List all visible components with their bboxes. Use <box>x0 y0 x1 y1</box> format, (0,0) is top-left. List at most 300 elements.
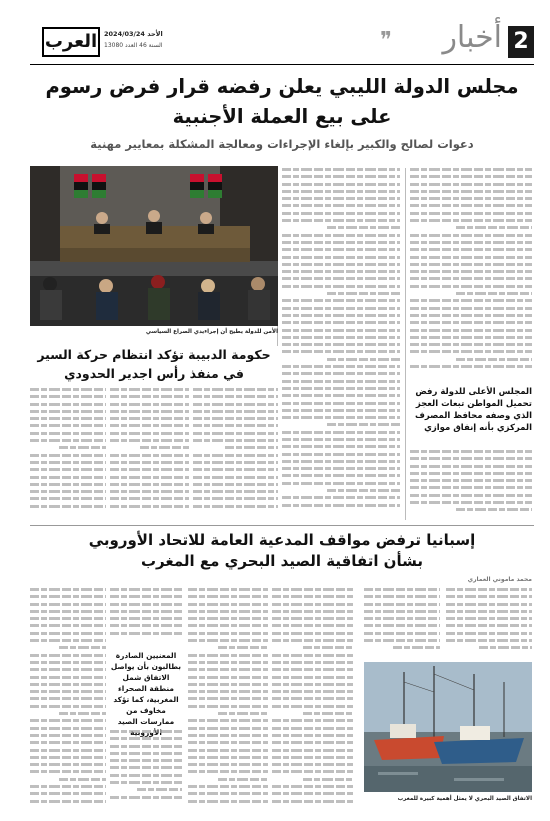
body-text-line <box>193 490 278 493</box>
body-text-line <box>272 661 354 664</box>
body-text-line <box>456 292 532 295</box>
body-text-line <box>272 595 354 598</box>
bottom-body-col5b <box>110 730 182 808</box>
body-text-line <box>282 285 400 288</box>
bottom-body-col5 <box>110 588 182 642</box>
body-text-line <box>282 197 400 200</box>
body-text-line <box>110 610 182 613</box>
body-text-line <box>446 610 532 613</box>
body-text-line <box>30 461 106 464</box>
body-text-line <box>193 395 278 398</box>
body-text-line <box>30 741 106 744</box>
body-text-line <box>410 321 532 324</box>
body-text-line <box>140 446 189 449</box>
body-text-line <box>410 197 532 200</box>
lead-subheadline: دعوات لصالح والكبير بإلغاء الإجراءات ومعالجة المشكلة بمعايير مهنية <box>90 137 474 151</box>
body-text-line <box>282 460 400 463</box>
bottom-body-col4 <box>188 588 268 808</box>
body-text-line <box>110 781 182 784</box>
body-text-line <box>110 759 182 762</box>
issue-line: السنة 46 العدد 13080 <box>104 42 163 49</box>
body-text-line <box>30 454 106 457</box>
body-text-line <box>137 788 182 791</box>
body-text-line <box>193 410 278 413</box>
body-text-line <box>188 617 268 620</box>
body-text-line <box>110 730 182 733</box>
body-text-line <box>303 646 354 649</box>
body-text-line <box>188 734 268 737</box>
body-text-line <box>364 610 440 613</box>
body-text-line <box>272 654 354 657</box>
body-text-line <box>282 277 400 280</box>
body-text-line <box>410 314 532 317</box>
body-text-line <box>30 734 106 737</box>
body-text-line <box>110 774 182 777</box>
body-text-line <box>410 256 532 259</box>
body-text-line <box>282 256 400 259</box>
body-text-line <box>188 683 268 686</box>
body-text-line <box>393 646 440 649</box>
body-text-line <box>110 595 182 598</box>
bottom-photo <box>364 662 532 792</box>
body-text-line <box>410 343 532 346</box>
body-text-line <box>446 617 532 620</box>
body-text-line <box>110 454 189 457</box>
body-text-line <box>272 632 354 635</box>
body-text-line <box>272 617 354 620</box>
body-text-line <box>282 336 400 339</box>
meeting-room-illustration <box>30 166 278 326</box>
body-text-line <box>110 737 182 740</box>
body-text-line <box>364 595 440 598</box>
body-text-line <box>30 697 106 700</box>
body-text-line <box>30 505 106 508</box>
body-text-line <box>30 756 106 759</box>
body-text-line <box>272 588 354 591</box>
body-text-line <box>193 403 278 406</box>
body-text-line <box>282 350 400 353</box>
body-text-line <box>272 792 354 795</box>
body-text-line <box>272 610 354 613</box>
body-text-line <box>272 785 354 788</box>
body-text-line <box>327 226 400 229</box>
body-text-line <box>59 646 106 649</box>
body-text-line <box>456 226 532 229</box>
body-text-line <box>282 183 400 186</box>
body-text-line <box>272 741 354 744</box>
body-text-line <box>282 394 400 397</box>
body-text-line <box>303 712 354 715</box>
body-text-line <box>282 504 400 507</box>
body-text-line <box>282 314 400 317</box>
body-text-line <box>188 588 268 591</box>
body-text-line <box>110 588 182 591</box>
body-text-line <box>30 439 106 442</box>
body-text-line <box>30 617 106 620</box>
body-text-line <box>282 409 400 412</box>
body-text-line <box>188 632 268 635</box>
body-text-line <box>188 785 268 788</box>
body-text-line <box>282 402 400 405</box>
body-text-line <box>282 496 400 499</box>
lead-headline-line2: على بيع العملة الأجنبية <box>172 105 392 128</box>
body-text-line <box>364 632 440 635</box>
body-text-line <box>110 410 189 413</box>
body-text-line <box>110 752 182 755</box>
body-text-line <box>282 212 400 215</box>
body-text-line <box>272 734 354 737</box>
second-headline <box>30 345 278 383</box>
body-text-line <box>30 719 106 722</box>
body-text-line <box>410 285 532 288</box>
body-text-line <box>282 438 400 441</box>
body-text-line <box>188 676 268 679</box>
body-text-line <box>282 445 400 448</box>
body-text-line <box>410 501 532 504</box>
section-title: أخبار <box>442 20 502 55</box>
body-text-line <box>303 778 354 781</box>
body-text-line <box>364 624 440 627</box>
body-text-line <box>410 270 532 273</box>
body-text-line <box>30 603 106 606</box>
body-text-line <box>282 270 400 273</box>
lead-body-col1b <box>410 450 532 518</box>
body-text-line <box>456 358 532 361</box>
body-text-line <box>188 800 268 803</box>
body-text-line <box>188 603 268 606</box>
lead-photo <box>30 166 278 326</box>
body-text-line <box>110 624 182 627</box>
second-body-col1 <box>193 388 278 518</box>
body-text-line <box>282 263 400 266</box>
bottom-body-col2 <box>364 588 440 658</box>
body-text-line <box>188 727 268 730</box>
body-text-line <box>193 476 278 479</box>
body-text-line <box>410 183 532 186</box>
body-text-line <box>30 654 106 657</box>
body-text-line <box>188 654 268 657</box>
body-text-line <box>282 219 400 222</box>
body-text-line <box>30 424 106 427</box>
body-text-line <box>282 431 400 434</box>
body-text-line <box>410 212 532 215</box>
masthead <box>0 0 550 68</box>
body-text-line <box>30 497 106 500</box>
body-text-line <box>410 175 532 178</box>
body-text-line <box>410 190 532 193</box>
body-text-line <box>188 668 268 671</box>
body-text-line <box>188 705 268 708</box>
body-text-line <box>30 800 106 803</box>
body-text-line <box>327 358 400 361</box>
bottom-body-col6 <box>30 588 106 808</box>
body-text-line <box>282 329 400 332</box>
masthead-rule <box>30 64 534 65</box>
body-text-line <box>30 395 106 398</box>
body-text-line <box>272 683 354 686</box>
body-text-line <box>110 766 182 769</box>
body-text-line <box>30 490 106 493</box>
body-text-line <box>410 479 532 482</box>
body-text-line <box>327 489 400 492</box>
body-text-line <box>30 468 106 471</box>
body-text-line <box>188 770 268 773</box>
bottom-headline <box>30 530 534 572</box>
bottom-headline-line2: بشأن اتفاقية الصيد البحري مع المغرب <box>140 552 424 570</box>
body-text-line <box>446 624 532 627</box>
body-text-line <box>193 497 278 500</box>
body-text-line <box>30 432 106 435</box>
body-text-line <box>188 792 268 795</box>
body-text-line <box>410 168 532 171</box>
second-body-col2 <box>110 388 189 518</box>
body-text-line <box>110 439 189 442</box>
body-text-line <box>410 241 532 244</box>
body-text-line <box>30 683 106 686</box>
body-text-line <box>30 676 106 679</box>
body-text-line <box>30 403 106 406</box>
body-text-line <box>327 292 400 295</box>
body-text-line <box>446 603 532 606</box>
body-text-line <box>110 796 182 799</box>
body-text-line <box>30 749 106 752</box>
lead-body-col1 <box>410 168 532 378</box>
body-text-line <box>282 474 400 477</box>
body-text-line <box>30 595 106 598</box>
body-text-line <box>282 190 400 193</box>
body-text-line <box>188 741 268 744</box>
body-text-line <box>282 372 400 375</box>
section-rule <box>30 525 534 526</box>
body-text-line <box>410 336 532 339</box>
body-text-line <box>30 624 106 627</box>
body-text-line <box>110 617 182 620</box>
body-text-line <box>110 417 189 420</box>
body-text-line <box>282 204 400 207</box>
body-text-line <box>30 476 106 479</box>
body-text-line <box>282 453 400 456</box>
body-text-line <box>272 676 354 679</box>
lead-body-col2 <box>282 168 400 518</box>
body-text-line <box>30 770 106 773</box>
body-text-line <box>410 350 532 353</box>
bottom-pull-quote: المعنيين الصادرة بطالبون بأن يواصل الاتفاق شمل منطقة الصحراء المغربية، كما تؤكد مخاوف من ممارسات الصيد <box>110 651 182 726</box>
body-text-line <box>110 632 182 635</box>
body-text-line <box>456 508 532 511</box>
body-text-line <box>110 483 189 486</box>
body-text-line <box>193 424 278 427</box>
body-text-line <box>272 756 354 759</box>
body-text-line <box>364 603 440 606</box>
body-text-line <box>110 395 189 398</box>
body-text-line <box>410 365 532 368</box>
body-text-line <box>30 632 106 635</box>
body-text-line <box>272 697 354 700</box>
body-text-line <box>272 749 354 752</box>
body-text-line <box>59 712 106 715</box>
bottom-headline-line1: إسبانيا ترفض مواقف المدعية العامة للاتحاد الأوروبي <box>88 531 476 549</box>
body-text-line <box>188 624 268 627</box>
body-text-line <box>272 719 354 722</box>
body-text-line <box>364 588 440 591</box>
body-text-line <box>282 241 400 244</box>
body-text-line <box>282 234 400 237</box>
body-text-line <box>193 439 278 442</box>
body-text-line <box>188 595 268 598</box>
body-text-line <box>282 168 400 171</box>
body-text-line <box>193 454 278 457</box>
body-text-line <box>410 307 532 310</box>
body-text-line <box>272 668 354 671</box>
byline: محمد ماموني العماري <box>467 576 532 583</box>
body-text-line <box>282 248 400 251</box>
body-text-line <box>110 505 189 508</box>
body-text-line <box>282 365 400 368</box>
body-text-line <box>282 321 400 324</box>
page-number-badge: 2 <box>508 26 534 58</box>
bottom-body-col1 <box>446 588 532 658</box>
body-text-line <box>327 423 400 426</box>
body-text-line <box>282 482 400 485</box>
body-text-line <box>282 299 400 302</box>
second-body-col3 <box>30 388 106 518</box>
body-text-line <box>193 388 278 391</box>
body-text-line <box>282 416 400 419</box>
body-text-line <box>218 646 268 649</box>
column-divider <box>405 168 406 520</box>
body-text-line <box>193 461 278 464</box>
body-text-line <box>446 588 532 591</box>
body-text-line <box>272 800 354 803</box>
body-text-line <box>188 749 268 752</box>
body-text-line <box>218 778 268 781</box>
body-text-line <box>110 432 189 435</box>
body-text-line <box>272 763 354 766</box>
body-text-line <box>272 603 354 606</box>
bottom-photo-caption: الاتفاق الصيد البحري لا يمثل أهمية كبيرة للمغرب <box>397 796 532 802</box>
newspaper-logo <box>42 27 100 57</box>
body-text-line <box>272 727 354 730</box>
body-text-line <box>59 778 106 781</box>
body-text-line <box>30 792 106 795</box>
body-text-line <box>188 639 268 642</box>
body-text-line <box>110 461 189 464</box>
body-text-line <box>364 617 440 620</box>
body-text-line <box>110 388 189 391</box>
body-text-line <box>410 234 532 237</box>
body-text-line <box>188 756 268 759</box>
lead-photo-caption: الأمن للدولة يطيح أن إجراءيدي الصراع السياسي <box>145 329 278 335</box>
body-text-line <box>30 483 106 486</box>
body-text-line <box>30 690 106 693</box>
body-text-line <box>30 668 106 671</box>
body-text-line <box>110 403 189 406</box>
second-headline-line1: حكومة الدبيبة تؤكد انتظام حركة السير <box>37 347 271 362</box>
body-text-line <box>30 639 106 642</box>
body-text-line <box>410 450 532 453</box>
body-text-line <box>59 446 106 449</box>
body-text-line <box>282 467 400 470</box>
body-text-line <box>30 588 106 591</box>
body-text-line <box>110 497 189 500</box>
body-text-line <box>30 785 106 788</box>
body-text-line <box>193 505 278 508</box>
body-text-line <box>188 697 268 700</box>
body-text-line <box>282 175 400 178</box>
body-text-line <box>272 639 354 642</box>
body-text-line <box>188 763 268 766</box>
body-text-line <box>30 388 106 391</box>
body-text-line <box>410 263 532 266</box>
body-text-line <box>446 595 532 598</box>
body-text-line <box>282 343 400 346</box>
body-text-line <box>446 639 532 642</box>
body-text-line <box>410 277 532 280</box>
body-text-line <box>30 763 106 766</box>
body-text-line <box>193 483 278 486</box>
body-text-line <box>410 204 532 207</box>
body-text-line <box>364 639 440 642</box>
body-text-line <box>30 661 106 664</box>
body-text-line <box>30 610 106 613</box>
body-text-line <box>410 329 532 332</box>
second-headline-line2: في منفذ رأس اجدير الحدودي <box>64 366 244 381</box>
body-text-line <box>410 299 532 302</box>
body-text-line <box>30 417 106 420</box>
body-text-line <box>225 446 278 449</box>
body-text-line <box>30 410 106 413</box>
fishing-boats-illustration <box>364 662 532 792</box>
body-text-line <box>193 417 278 420</box>
body-text-line <box>30 705 106 708</box>
lead-headline-line1: مجلس الدولة الليبي يعلن رفضه قرار فرض رسوم <box>45 75 519 98</box>
body-text-line <box>446 632 532 635</box>
body-text-line <box>479 646 532 649</box>
body-text-line <box>410 248 532 251</box>
body-text-line <box>30 727 106 730</box>
body-text-line <box>188 661 268 664</box>
body-text-line <box>282 387 400 390</box>
body-text-line <box>272 624 354 627</box>
logo-text: العرب <box>44 31 98 52</box>
body-text-line <box>188 719 268 722</box>
body-text-line <box>410 472 532 475</box>
body-text-line <box>282 380 400 383</box>
body-text-line <box>110 603 182 606</box>
lead-headline <box>30 72 534 132</box>
bottom-body-col3 <box>272 588 354 808</box>
body-text-line <box>272 770 354 773</box>
body-text-line <box>110 476 189 479</box>
quote-mark-icon: ❞ <box>380 28 392 53</box>
body-text-line <box>410 457 532 460</box>
body-text-line <box>193 432 278 435</box>
body-text-line <box>410 486 532 489</box>
body-text-line <box>188 610 268 613</box>
body-text-line <box>410 465 532 468</box>
body-text-line <box>272 705 354 708</box>
body-text-line <box>110 424 189 427</box>
body-text-line <box>410 219 532 222</box>
date-line: الأحد 2024/03/24 <box>104 30 163 38</box>
body-text-line <box>193 468 278 471</box>
body-text-line <box>110 490 189 493</box>
body-text-line <box>110 468 189 471</box>
body-text-line <box>410 494 532 497</box>
body-text-line <box>282 307 400 310</box>
body-text-line <box>188 690 268 693</box>
body-text-line <box>218 712 268 715</box>
